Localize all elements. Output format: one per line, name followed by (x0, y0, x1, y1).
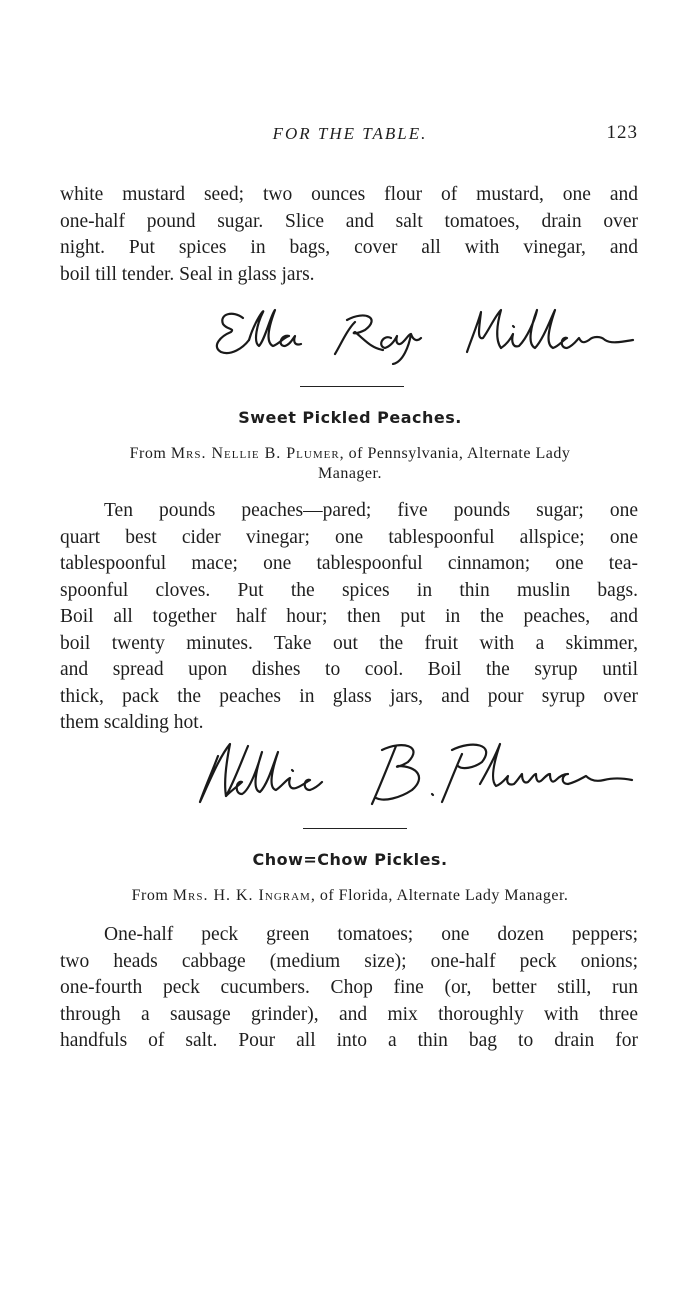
source-origin: , of Pennsylvania, Alternate Lady (339, 445, 571, 462)
section-divider (300, 386, 404, 387)
text-line: handfuls of salt. Pour all into a thin bag to drain for (60, 1030, 638, 1051)
recipe-body (60, 498, 638, 737)
text-line: tablespoonful mace; one tablespoonful cinnamon; one tea- (60, 553, 638, 574)
recipe-source (60, 886, 640, 906)
text-line: one-fourth peck cucumbers. Chop fine (or, better still, run (60, 977, 638, 998)
running-title: FOR THE TABLE. (272, 124, 428, 143)
recipe-title: Chow=Chow Pickles. (252, 850, 448, 869)
source-name: Mrs. H. K. Ingram (172, 887, 311, 904)
text-line: One-half peck green tomatoes; one dozen peppers; (104, 924, 638, 945)
intro-paragraph (60, 182, 638, 288)
section-divider (303, 828, 407, 829)
text-line: quart best cider vinegar; one tablespoonful allspice; one (60, 526, 638, 548)
text-line: through a sausage grinder), and mix thoroughly with three (60, 1003, 638, 1025)
source-prefix: From (129, 445, 171, 462)
source-name: Mrs. Nellie B. Plumer (170, 445, 340, 462)
source-prefix: From (131, 887, 173, 904)
signature-ella-ray-miller (205, 300, 635, 365)
signature-nellie-b-plumer (196, 736, 636, 810)
page-number: 123 (606, 122, 638, 143)
text-line: and spread upon dishes to cool. Boil the syrup until (60, 659, 638, 680)
text-line: thick, pack the peaches in glass jars, and pour syrup over (60, 685, 638, 707)
page-header (60, 124, 640, 152)
text-line: boil twenty minutes. Take out the fruit with a skimmer, (60, 632, 638, 654)
text-line: boil till tender. Seal in glass jars. (60, 263, 315, 285)
source-origin: , of Florida, Alternate Lady Manager. (310, 887, 569, 904)
text-line: Boil all together half hour; then put in the peaches, and (60, 606, 638, 627)
recipe-title: Sweet Pickled Peaches. (238, 408, 462, 427)
text-line: two heads cabbage (medium size); one-half peck onions; (60, 950, 638, 972)
recipe-body (60, 922, 638, 1055)
text-line: night. Put spices in bags, cover all with vinegar, and (60, 237, 638, 258)
text-line: white mustard seed; two ounces flour of mustard, one and (60, 184, 638, 205)
source-role: Manager. (318, 465, 382, 482)
recipe-source (60, 444, 640, 484)
text-line: Ten pounds peaches—pared; five pounds sugar; one (104, 500, 638, 521)
text-line: spoonful cloves. Put the spices in thin muslin bags. (60, 579, 638, 601)
text-line: one-half pound sugar. Slice and salt tomatoes, drain over (60, 210, 638, 232)
text-line: them scalding hot. (60, 712, 204, 733)
